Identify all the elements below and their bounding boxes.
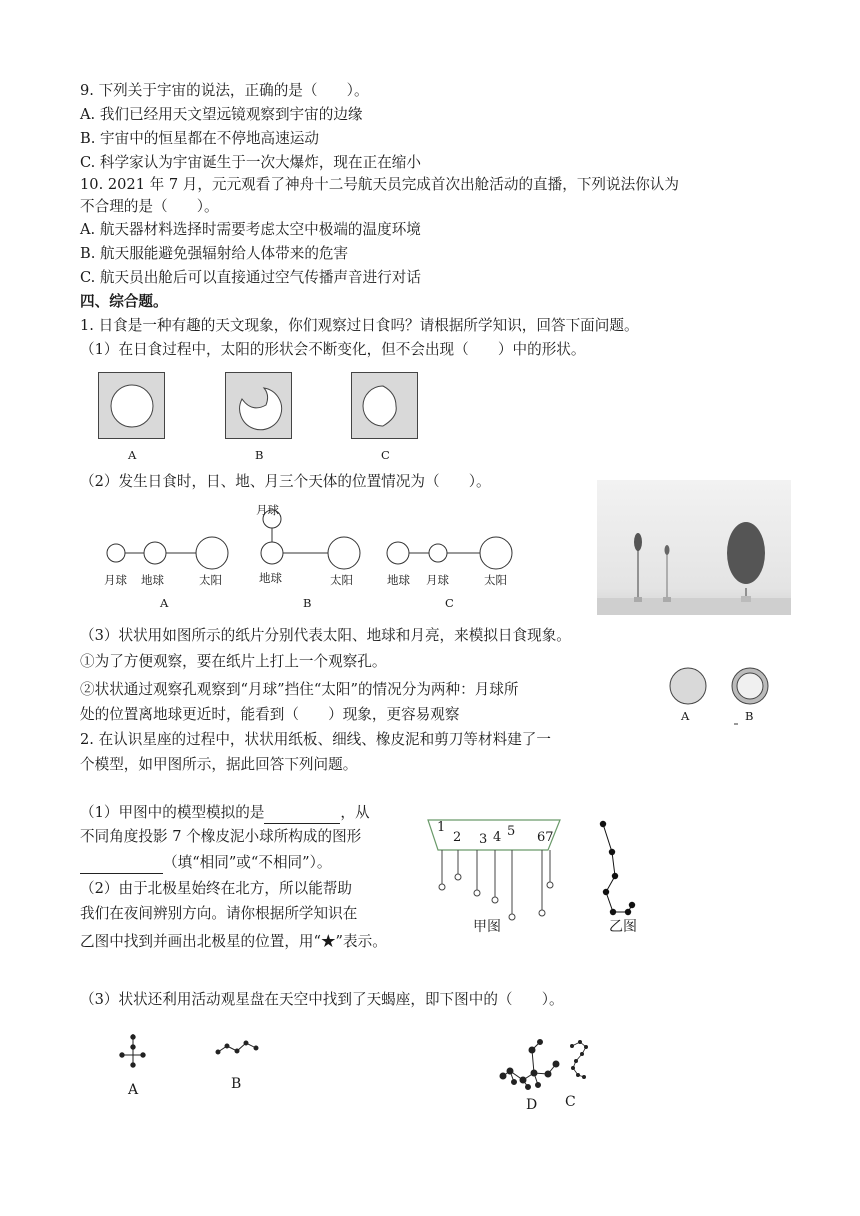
pos-c-moon-label: 月球 <box>426 573 449 587</box>
model-number-67: 67 <box>537 830 554 845</box>
problem2-stem-line2: 个模型，如甲图所示，据此回答下列问题。 <box>80 756 358 773</box>
q9-option-c: C. 科学家认为宇宙诞生于一次大爆炸，现在正在缩小 <box>80 154 421 171</box>
shape-box-c <box>351 372 418 439</box>
answer-blank-model[interactable] <box>264 803 340 824</box>
pos-a-sun-label: 太阳 <box>199 573 222 587</box>
q10-option-c: C. 航天员出舱后可以直接通过空气传播声音进行对话 <box>80 269 421 286</box>
problem2-q1-text-a: （1）甲图中的模型模拟的是 <box>80 804 265 821</box>
big-dipper-figure <box>590 812 650 922</box>
problem1-q3-step1: ①为了方便观察，要在纸片上打上一个观察孔。 <box>80 653 387 670</box>
model-number-4: 4 <box>493 830 502 845</box>
pos-label-a: A <box>160 596 169 610</box>
section-heading: 四、综合题。 <box>80 293 168 310</box>
pos-b-sun-label: 太阳 <box>330 573 353 587</box>
constellation-label-d: D <box>526 1097 538 1113</box>
problem2-q2-line3: 乙图中找到并画出北极星的位置，用“★”表示。 <box>80 933 387 950</box>
model-number-3: 3 <box>479 832 488 847</box>
sun-earth-moon-photo <box>597 480 791 615</box>
q10-stem-line2: 不合理的是（ ）。 <box>80 198 219 215</box>
caption-jia: 甲图 <box>473 919 501 935</box>
q9-option-b: B. 宇宙中的恒星都在不停地高速运动 <box>80 130 319 147</box>
problem2-q1-line2: 不同角度投影 7 个橡皮泥小球所构成的图形 <box>80 828 362 845</box>
shape-label-b: B <box>255 448 264 462</box>
paper-circles-figure <box>660 660 780 730</box>
pos-c-earth-label: 地球 <box>387 573 410 587</box>
paper-label-a: A <box>681 709 690 723</box>
pos-a-earth-label: 地球 <box>141 573 164 587</box>
problem2-q2-line2: 我们在夜间辨别方向。请你根据所学知识在 <box>80 905 358 922</box>
pos-c-sun-label: 太阳 <box>484 573 507 587</box>
problem2-q3: （3）状状还利用活动观星盘在天空中找到了天蝎座，即下图中的（ ）。 <box>80 991 564 1008</box>
problem2-stem-line1: 2. 在认识星座的过程中，状状用纸板、细线、橡皮泥和剪刀等材料建了一 <box>80 731 551 748</box>
model-number-1: 1 <box>437 820 446 835</box>
pos-b-moon-label: 月球 <box>256 503 279 517</box>
pos-a-moon-label: 月球 <box>104 573 127 587</box>
constellation-label-c: C <box>565 1094 576 1110</box>
q10-option-a: A. 航天器材料选择时需要考虑太空中极端的温度环境 <box>80 221 421 238</box>
answer-blank-same[interactable] <box>80 853 163 874</box>
problem2-q1-text-b: ，从 <box>340 804 370 821</box>
problem1-q1: （1）在日食过程中，太阳的形状会不断变化，但不会出现（ ）中的形状。 <box>80 341 586 358</box>
problem2-q1-text-d: （填“相同”或“不相同”）。 <box>163 854 332 871</box>
shape-box-a <box>98 372 165 439</box>
constellation-label-b: B <box>231 1076 242 1092</box>
problem1-q3: （3）状状用如图所示的纸片分别代表太阳、地球和月亮，来模拟日食现象。 <box>80 627 571 644</box>
sun-shapes-figure <box>98 372 418 464</box>
caption-yi: 乙图 <box>609 919 637 935</box>
q9-stem: 9. 下列关于宇宙的说法，正确的是（ ）。 <box>80 82 369 99</box>
problem1-q3-step2-line1: ②状状通过观察孔观察到“月球”挡住“太阳”的情况分为两种：月球所 <box>80 681 519 698</box>
problem2-q1-line3 <box>80 853 331 874</box>
pos-label-b: B <box>303 596 312 610</box>
constellation-label-a: A <box>128 1082 139 1098</box>
q10-stem-line1: 10. 2021 年 7 月，元元观看了神舟十二号航天员完成首次出舱活动的直播，下列说法你认为 <box>80 176 679 193</box>
pos-label-c: C <box>445 596 454 610</box>
q10-option-b: B. 航天服能避免强辐射给人体带来的危害 <box>80 245 349 262</box>
shape-label-c: C <box>381 448 390 462</box>
paper-label-b: B <box>745 709 754 723</box>
problem1-q2: （2）发生日食时，日、地、月三个天体的位置情况为（ ）。 <box>80 473 491 490</box>
pos-b-earth-label: 地球 <box>259 571 282 585</box>
shape-box-b <box>225 372 292 439</box>
model-number-5: 5 <box>507 824 516 839</box>
problem2-q2-line1: （2）由于北极星始终在北方，所以能帮助 <box>80 880 352 897</box>
shape-label-a: A <box>128 448 137 462</box>
model-number-2: 2 <box>453 830 462 845</box>
problem1-q3-step2-line2: 处的位置离地球更近时，能看到（ ）现象，更容易观察 <box>80 706 460 723</box>
problem2-q1-line1 <box>80 803 370 824</box>
q9-option-a: A. 我们已经用天文望远镜观察到宇宙的边缘 <box>80 106 363 123</box>
problem1-stem: 1. 日食是一种有趣的天文现象，你们观察过日食吗？请根据所学知识，回答下面问题。 <box>80 317 639 334</box>
